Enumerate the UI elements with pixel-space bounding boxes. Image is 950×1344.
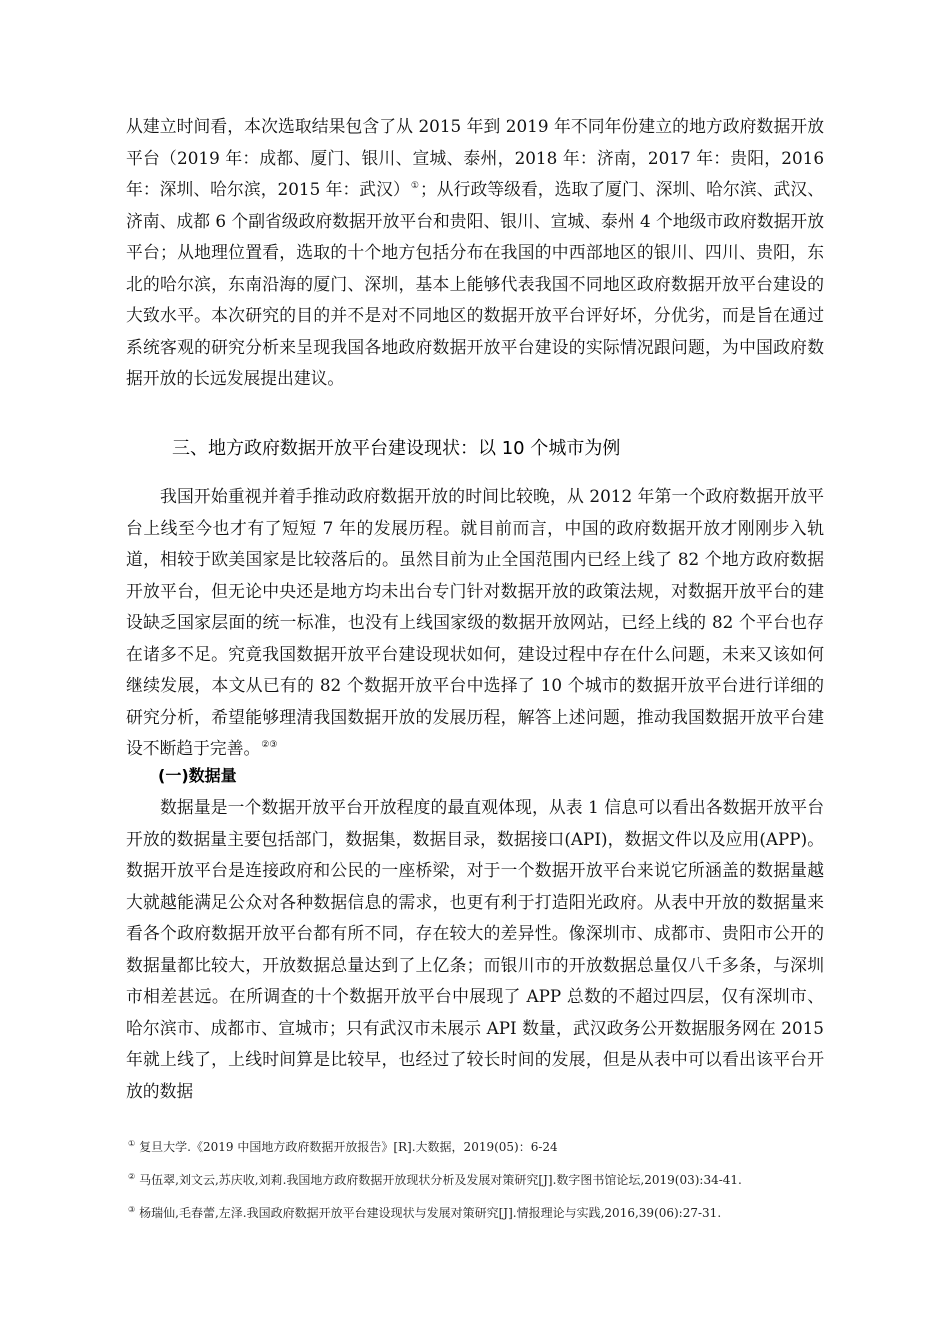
footnote-mark: ③ <box>128 1205 136 1214</box>
footnote-item <box>128 1166 828 1191</box>
sub-heading-data-volume: (一)数据量 <box>158 766 237 785</box>
footnote-text: 马伍翠,刘文云,苏庆收,刘莉.我国地方政府数据开放现状分析及发展对策研究[J].数字图书馆论坛,2019(03):34-41. <box>139 1173 742 1187</box>
footnote-text: 杨瑞仙,毛春蕾,左泽.我国政府数据开放平台建设现状与发展对策研究[J].情报理论与实践,2016,39(06):27-31. <box>139 1206 722 1220</box>
footnote-ref-2-3[interactable]: ②③ <box>261 740 278 750</box>
footnote-ref-1[interactable]: ① <box>410 181 419 191</box>
section-heading: 三、地方政府数据开放平台建设现状：以 10 个城市为例 <box>172 438 621 459</box>
paragraph-background <box>126 481 824 765</box>
paragraph-selection-criteria <box>126 111 824 395</box>
footnote-mark: ① <box>128 1139 136 1148</box>
footnote-item <box>128 1199 828 1224</box>
footnote-text: 复旦大学.《2019 中国地方政府数据开放报告》[R].大数据，2019(05)：6-24 <box>139 1140 558 1154</box>
paragraph-text: 从建立时间看，本次选取结果包含了从 2015 年到 2019 年不同年份建立的地方政府数据开放平台（2019 年：成都、厦门、银川、宣城、泰州，2018 年：济南，2017 年：贵阳，2016 年：深圳、哈尔滨，2015 年：武汉） <box>126 116 824 199</box>
footnote-item <box>128 1133 828 1158</box>
footnote-mark: ② <box>128 1172 136 1181</box>
paragraph-text: 我国开始重视并着手推动政府数据开放的时间比较晚，从 2012 年第一个政府数据开放平台上线至今也才有了短短 7 年的发展历程。就目前而言，中国的政府数据开放才刚刚步入轨道，相较于欧美国家是比较落后的。虽然目前为止全国范围内已经上线了 82 个地方政府数据开放平台，但无论中央还是地方均未出台专门针对数据开放的政策法规，对数据开放平台的建设缺乏国家层面的统一标准，也没有上线国家级的数据开放网站，已经上线的 82 个平台也存在诸多不足。究竟我国数据开放平台建设现状如何，建设过程中存在什么问题，未来又该如何继续发展，本文从已有的 82 个数据开放平台中选择了 10 个城市的数据开放平台进行详细的研究分析，希望能够理清我国数据开放的发展历程，解答上述问题，推动我国数据开放平台建设不断趋于完善。 <box>126 486 824 758</box>
footnotes <box>128 1133 828 1232</box>
paragraph-text: ；从行政等级看，选取了厦门、深圳、哈尔滨、武汉、济南、成都 6 个副省级政府数据开放平台和贵阳、银川、宣城、泰州 4 个地级市政府数据开放平台；从地理位置看，选取的十个地方包括分布在我国的中西部地区的银川、四川、贵阳，东北的哈尔滨，东南沿海的厦门、深圳，基本上能够代表我国不同地区政府数据开放平台建设的大致水平。本次研究的目的并不是对不同地区的数据开放平台评好坏，分优劣，而是旨在通过系统客观的研究分析来呈现我国各地政府数据开放平台建设的实际情况跟问题，为中国政府数据开放的长远发展提出建议。 <box>126 179 824 388</box>
paragraph-data-volume: 数据量是一个数据开放平台开放程度的最直观体现，从表 1 信息可以看出各数据开放平台开放的数据量主要包括部门，数据集，数据目录，数据接口(API)，数据文件以及应用(APP)。数据开放平台是连接政府和公民的一座桥梁，对于一个数据开放平台来说它所涵盖的数据量越大就越能满足公众对各种数据信息的需求，也更有利于打造阳光政府。从表中开放的数据量来看各个政府数据开放平台都有所不同，存在较大的差异性。像深圳市、成都市、贵阳市公开的数据量都比较大，开放数据总量达到了上亿条；而银川市的开放数据总量仅八千多条，与深圳市相差甚远。在所调查的十个数据开放平台中展现了 APP 总数的不超过四层，仅有深圳市、哈尔滨市、成都市、宣城市；只有武汉市未展示 API 数量，武汉政务公开数据服务网在 2015 年就上线了，上线时间算是比较早，也经过了较长时间的发展，但是从表中可以看出该平台开放的数据 <box>126 797 824 1101</box>
